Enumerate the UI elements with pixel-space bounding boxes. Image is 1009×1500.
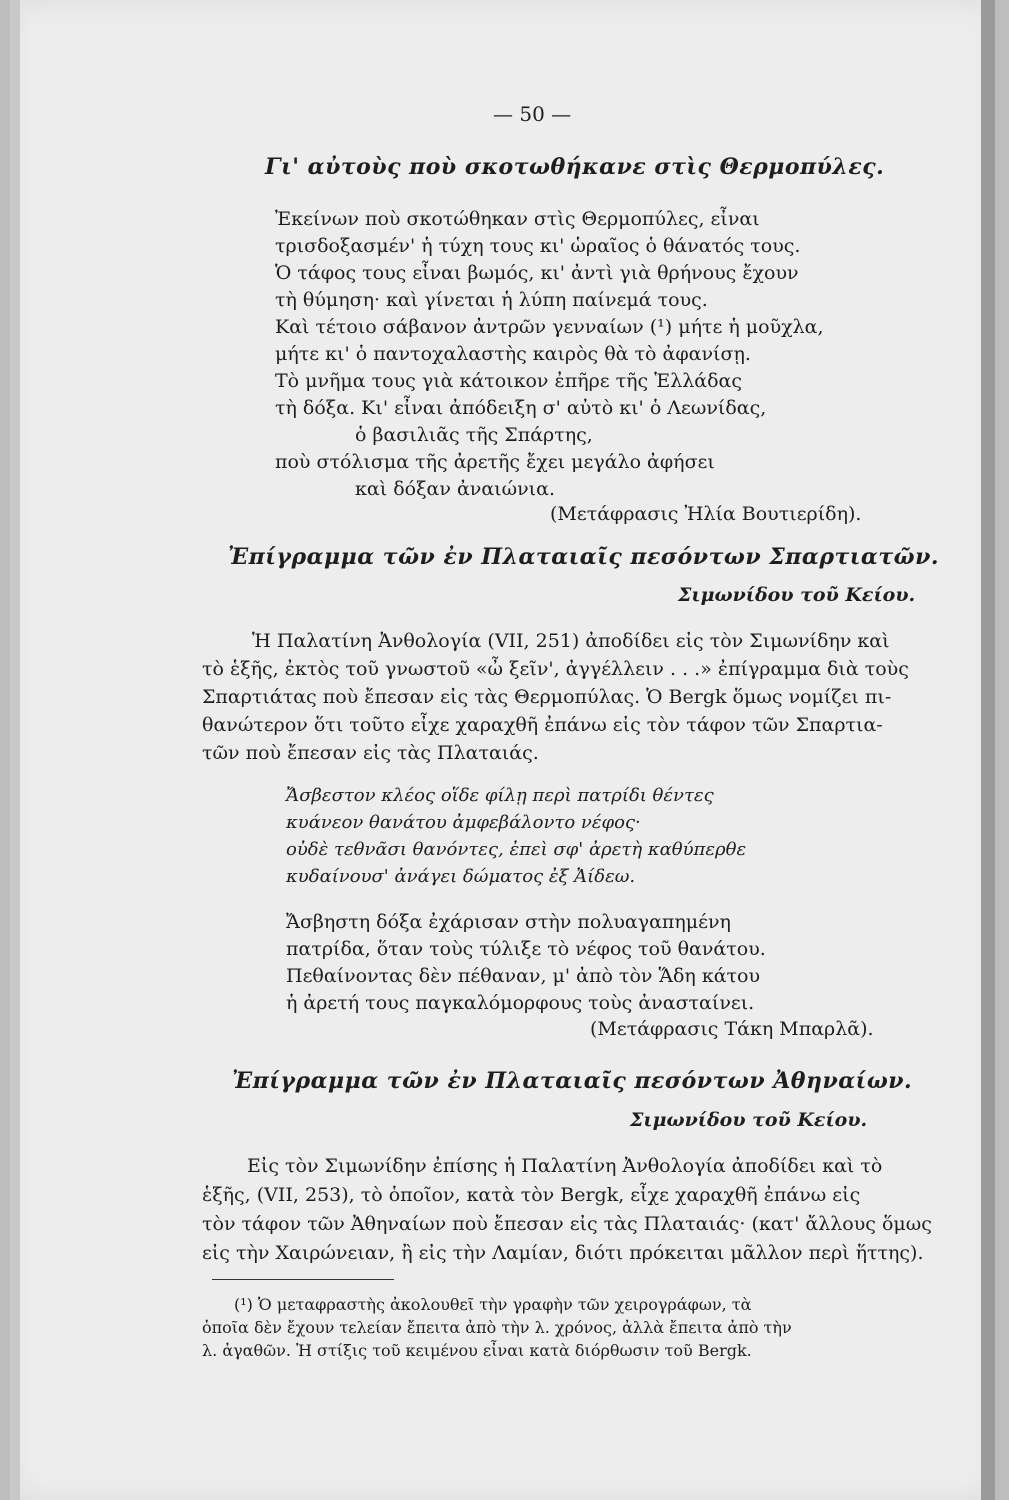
section-title-spartans: Ἐπίγραμμα τῶν ἐν Πλαταιαῖς πεσόντων Σπαρτιατῶν.	[228, 544, 940, 570]
page-edge-right	[981, 0, 995, 1500]
footnote-divider	[212, 1279, 394, 1280]
ancient-verse-line: Ἄσβεστον κλέος οἵδε φίλῃ περὶ πατρίδι θέντες	[286, 785, 714, 806]
poem1-line: ποὺ στόλισμα τῆς ἀρετῆς ἔχει μεγάλο ἀφήσει	[275, 451, 715, 473]
poem1-line: τὴ δόξα. Κι' εἶναι ἀπόδειξη σ' αὐτὸ κι' ὁ Λεωνίδας,	[275, 397, 767, 419]
footnote-line: (¹) Ὁ μεταφραστὴς ἀκολουθεῖ τὴν γραφὴν τῶν χειρογράφων, τὰ	[234, 1295, 752, 1314]
author-attribution-3: Σιμωνίδου τοῦ Κείου.	[630, 1109, 868, 1131]
ancient-verse-line: οὐδὲ τεθνᾶσι θανόντες, ἐπεὶ σφ' ἀρετὴ καθύπερθε	[286, 839, 747, 860]
poem1-line: Ἐκείνων ποὺ σκοτώθηκαν στὶς Θερμοπύλες, εἶναι	[275, 208, 760, 230]
poem1-line: ὁ βασιλιᾶς τῆς Σπάρτης,	[355, 424, 593, 446]
modern-verse-line: Ἄσβηστη δόξα ἐχάρισαν στὴν πολυαγαπημένη	[286, 911, 731, 933]
paragraph-line: τὸ ἑξῆς, ἐκτὸς τοῦ γνωστοῦ «ὦ ξεῖν', ἀγγέλλειν . . .» ἐπίγραμμα διὰ τοὺς	[202, 658, 909, 680]
paragraph-line: ἑξῆς, (VII, 253), τὸ ὁποῖον, κατὰ τὸν Bergk, εἶχε χαραχθῆ ἐπάνω εἰς	[202, 1184, 861, 1206]
poem1-line: Τὸ μνῆμα τους γιὰ κάτοικον ἐπῆρε τῆς Ἑλλάδας	[275, 370, 743, 392]
paragraph-line: θανώτερον ὅτι τοῦτο εἶχε χαραχθῆ ἐπάνω εἰς τὸν τάφον τῶν Σπαρτια-	[202, 714, 883, 736]
paragraph-line: Εἰς τὸν Σιμωνίδην ἐπίσης ἡ Παλατίνη Ἀνθολογία ἀποδίδει καὶ τὸ	[247, 1155, 883, 1177]
paragraph-line: τὸν τάφον τῶν Ἀθηναίων ποὺ ἔπεσαν εἰς τὰς Πλαταιάς· (κατ' ἄλλους ὅμως	[202, 1213, 932, 1235]
page-number: — 50 —	[493, 102, 572, 126]
modern-verse-line: Πεθαίνοντας δὲν πέθαναν, μ' ἀπὸ τὸν Ἅδη κάτου	[286, 965, 761, 987]
translator-credit-1: (Μετάφρασις Ἠλία Βουτιερίδη).	[550, 503, 862, 525]
paragraph-line: εἰς τὴν Χαιρώνειαν, ἢ εἰς τὴν Λαμίαν, διότι πρόκειται μᾶλλον περὶ ἥττης).	[202, 1242, 924, 1264]
translator-credit-2: (Μετάφρασις Τάκη Μπαρλᾶ).	[590, 1018, 874, 1040]
poem1-line: καὶ δόξαν ἀναιώνια.	[355, 478, 555, 500]
section-title-thermopylae: Γι' αὐτοὺς ποὺ σκοτωθήκανε στὶς Θερμοπύλες.	[265, 154, 885, 180]
author-attribution-2: Σιμωνίδου τοῦ Κείου.	[678, 584, 916, 606]
ancient-verse-line: κυάνεον θανάτου ἀμφεβάλοντο νέφος·	[286, 812, 641, 833]
poem1-line: τρισδοξασμέν' ἡ τύχη τους κι' ὡραῖος ὁ θάνατός τους.	[275, 235, 801, 257]
footnote-line: ὁποῖα δὲν ἔχουν τελείαν ἔπειτα ἀπὸ τὴν λ. χρόνος, ἀλλὰ ἔπειτα ἀπὸ τὴν	[202, 1318, 792, 1337]
poem1-line: μήτε κι' ὁ παντοχαλαστὴς καιρὸς θὰ τὸ ἀφανίσῃ.	[275, 343, 751, 365]
page	[10, 0, 995, 1500]
paragraph-line: Σπαρτιάτας ποὺ ἔπεσαν εἰς τὰς Θερμοπύλας. Ὁ Bergk ὅμως νομίζει πι-	[202, 686, 892, 708]
page-edge-left	[10, 0, 20, 1500]
poem1-line: Ὁ τάφος τους εἶναι βωμός, κι' ἀντὶ γιὰ θρήνους ἔχουν	[275, 262, 799, 284]
poem1-line: Καὶ τέτοιο σάβανον ἀντρῶν γενναίων (¹) μήτε ἡ μοῦχλα,	[275, 316, 824, 338]
footnote-line: λ. ἀγαθῶν. Ἡ στίξις τοῦ κειμένου εἶναι κατὰ διόρθωσιν τοῦ Bergk.	[202, 1341, 752, 1360]
ancient-verse-line: κυδαίνουσ' ἀνάγει δώματος ἐξ Ἀίδεω.	[286, 866, 636, 887]
modern-verse-line: ἡ ἀρετή τους παγκαλόμορφους τοὺς ἀνασταίνει.	[286, 992, 755, 1014]
section-title-athenians: Ἐπίγραμμα τῶν ἐν Πλαταιαῖς πεσόντων Ἀθηναίων.	[232, 1068, 913, 1094]
paragraph-line: τῶν ποὺ ἔπεσαν εἰς τὰς Πλαταιάς.	[202, 742, 539, 764]
paragraph-line: Ἡ Παλατίνη Ἀνθολογία (VII, 251) ἀποδίδει εἰς τὸν Σιμωνίδην καὶ	[252, 630, 890, 652]
modern-verse-line: πατρίδα, ὅταν τοὺς τύλιξε τὸ νέφος τοῦ θανάτου.	[286, 938, 766, 960]
poem1-line: τὴ θύμηση· καὶ γίνεται ἡ λύπη παίνεμά τους.	[275, 289, 708, 311]
